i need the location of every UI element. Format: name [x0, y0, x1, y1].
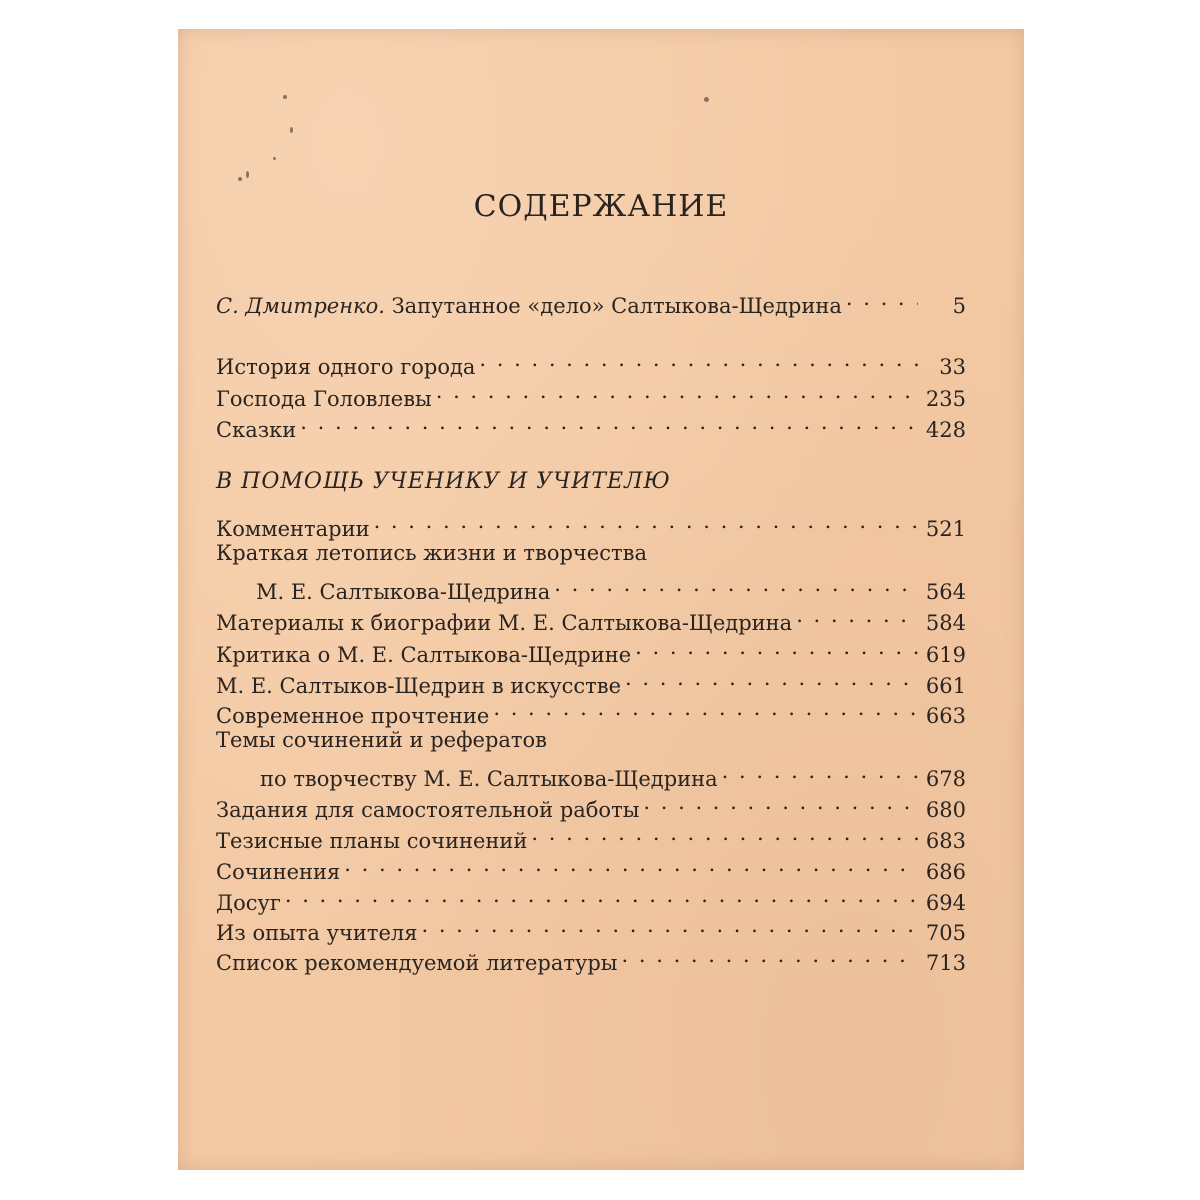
dot-leader: [635, 632, 918, 662]
intro-author: С. Дмитренко.: [216, 294, 385, 318]
dot-leader: [421, 910, 918, 940]
paper-speck: [273, 157, 276, 160]
toc-entry-chronicle[interactable]: [216, 569, 966, 604]
dot-leader: [479, 344, 918, 374]
dot-leader: [643, 787, 918, 817]
toc-entry-art[interactable]: [216, 663, 966, 698]
toc-page-number: 661: [925, 674, 966, 698]
section-heading: В ПОМОЩЬ УЧЕНИКУ И УЧИТЕЛЮ: [216, 469, 671, 494]
toc-entry-history[interactable]: [216, 344, 966, 379]
dot-leader: [344, 849, 918, 879]
toc-entry-plans[interactable]: [216, 818, 966, 853]
dot-leader: [285, 880, 918, 910]
toc-page-number: 521: [925, 517, 966, 541]
toc-entry-tasks[interactable]: [216, 787, 966, 822]
dot-leader: [622, 940, 918, 970]
toc-entry-leisure[interactable]: [216, 880, 966, 915]
toc-label: Задания для самостоятельной работы: [216, 798, 640, 822]
toc-label: Критика о М. Е. Салтыкова-Щедрине: [216, 643, 632, 667]
intro-title: Запутанное «дело» Салтыкова-Щедрина: [384, 294, 842, 318]
dot-leader: [493, 693, 918, 723]
toc-page-number: 705: [925, 921, 966, 945]
toc-page-number: 619: [925, 643, 966, 667]
paper-speck: [290, 127, 293, 133]
toc-label: Досуг: [216, 891, 281, 915]
dot-leader: [846, 283, 918, 313]
toc-entry-golovlevy[interactable]: [216, 376, 966, 411]
toc-label: Из опыта учителя: [216, 921, 418, 945]
toc-page-number: 235: [925, 387, 966, 411]
toc-page-number: 694: [925, 891, 966, 915]
dot-leader: [625, 663, 918, 693]
toc-entry-commentary[interactable]: [216, 506, 966, 541]
toc-label: Тезисные планы сочинений: [216, 829, 528, 853]
toc-entry-topics[interactable]: [216, 756, 966, 791]
toc-entry-tales[interactable]: [216, 407, 966, 442]
toc-page-number: 663: [925, 704, 966, 728]
paper-speck: [283, 95, 287, 99]
dot-leader: [554, 569, 918, 599]
dot-leader: [722, 756, 918, 786]
toc-entry-intro[interactable]: [216, 283, 966, 318]
toc-label: История одного города: [216, 355, 476, 379]
toc-label: Комментарии: [216, 517, 370, 541]
toc-label: Сочинения: [216, 860, 341, 884]
toc-page-number: 564: [925, 580, 966, 604]
book-page: [178, 29, 1024, 1170]
toc-label: М. Е. Салтыкова-Щедрина: [256, 580, 551, 604]
toc-page-number: 584: [925, 611, 966, 635]
paper-speck: [238, 177, 242, 181]
toc-entry-topics-line1[interactable]: Темы сочинений и рефератов: [216, 728, 547, 752]
toc-page-number: 678: [925, 767, 966, 791]
dot-leader: [531, 818, 918, 848]
dot-leader: [796, 600, 918, 630]
toc-entry-modern[interactable]: [216, 693, 966, 728]
toc-page-number: 428: [925, 418, 966, 442]
toc-label: М. Е. Салтыков-Щедрин в искусстве: [216, 674, 622, 698]
toc-entry-literature[interactable]: [216, 940, 966, 975]
toc-page-number: 686: [925, 860, 966, 884]
toc-entry-experience[interactable]: [216, 910, 966, 945]
toc-entry-materials[interactable]: [216, 600, 966, 635]
toc-label: Современное прочтение: [216, 704, 490, 728]
dot-leader: [374, 506, 918, 536]
toc-entry-criticism[interactable]: [216, 632, 966, 667]
toc-page-number: 713: [925, 951, 966, 975]
toc-label: Материалы к биографии М. Е. Салтыкова-Щедрина: [216, 611, 793, 635]
toc-page-number: 33: [939, 355, 966, 379]
toc-entry-chronicle-line1[interactable]: Краткая летопись жизни и творчества: [216, 541, 647, 565]
toc-entry-essays[interactable]: [216, 849, 966, 884]
toc-label: по творчеству М. Е. Салтыкова-Щедрина: [260, 767, 718, 791]
dot-leader: [436, 376, 918, 406]
toc-page-number: 5: [952, 294, 966, 318]
toc-label: [216, 291, 842, 321]
toc-label: Сказки: [216, 418, 297, 442]
toc-label: Список рекомендуемой литературы: [216, 951, 618, 975]
toc-page-number: 683: [925, 829, 966, 853]
paper-speck: [704, 97, 709, 102]
page-title: СОДЕРЖАНИЕ: [473, 189, 729, 224]
toc-page-number: 680: [925, 798, 966, 822]
toc-label: Господа Головлевы: [216, 387, 432, 411]
dot-leader: [300, 407, 918, 437]
paper-speck: [246, 171, 249, 178]
